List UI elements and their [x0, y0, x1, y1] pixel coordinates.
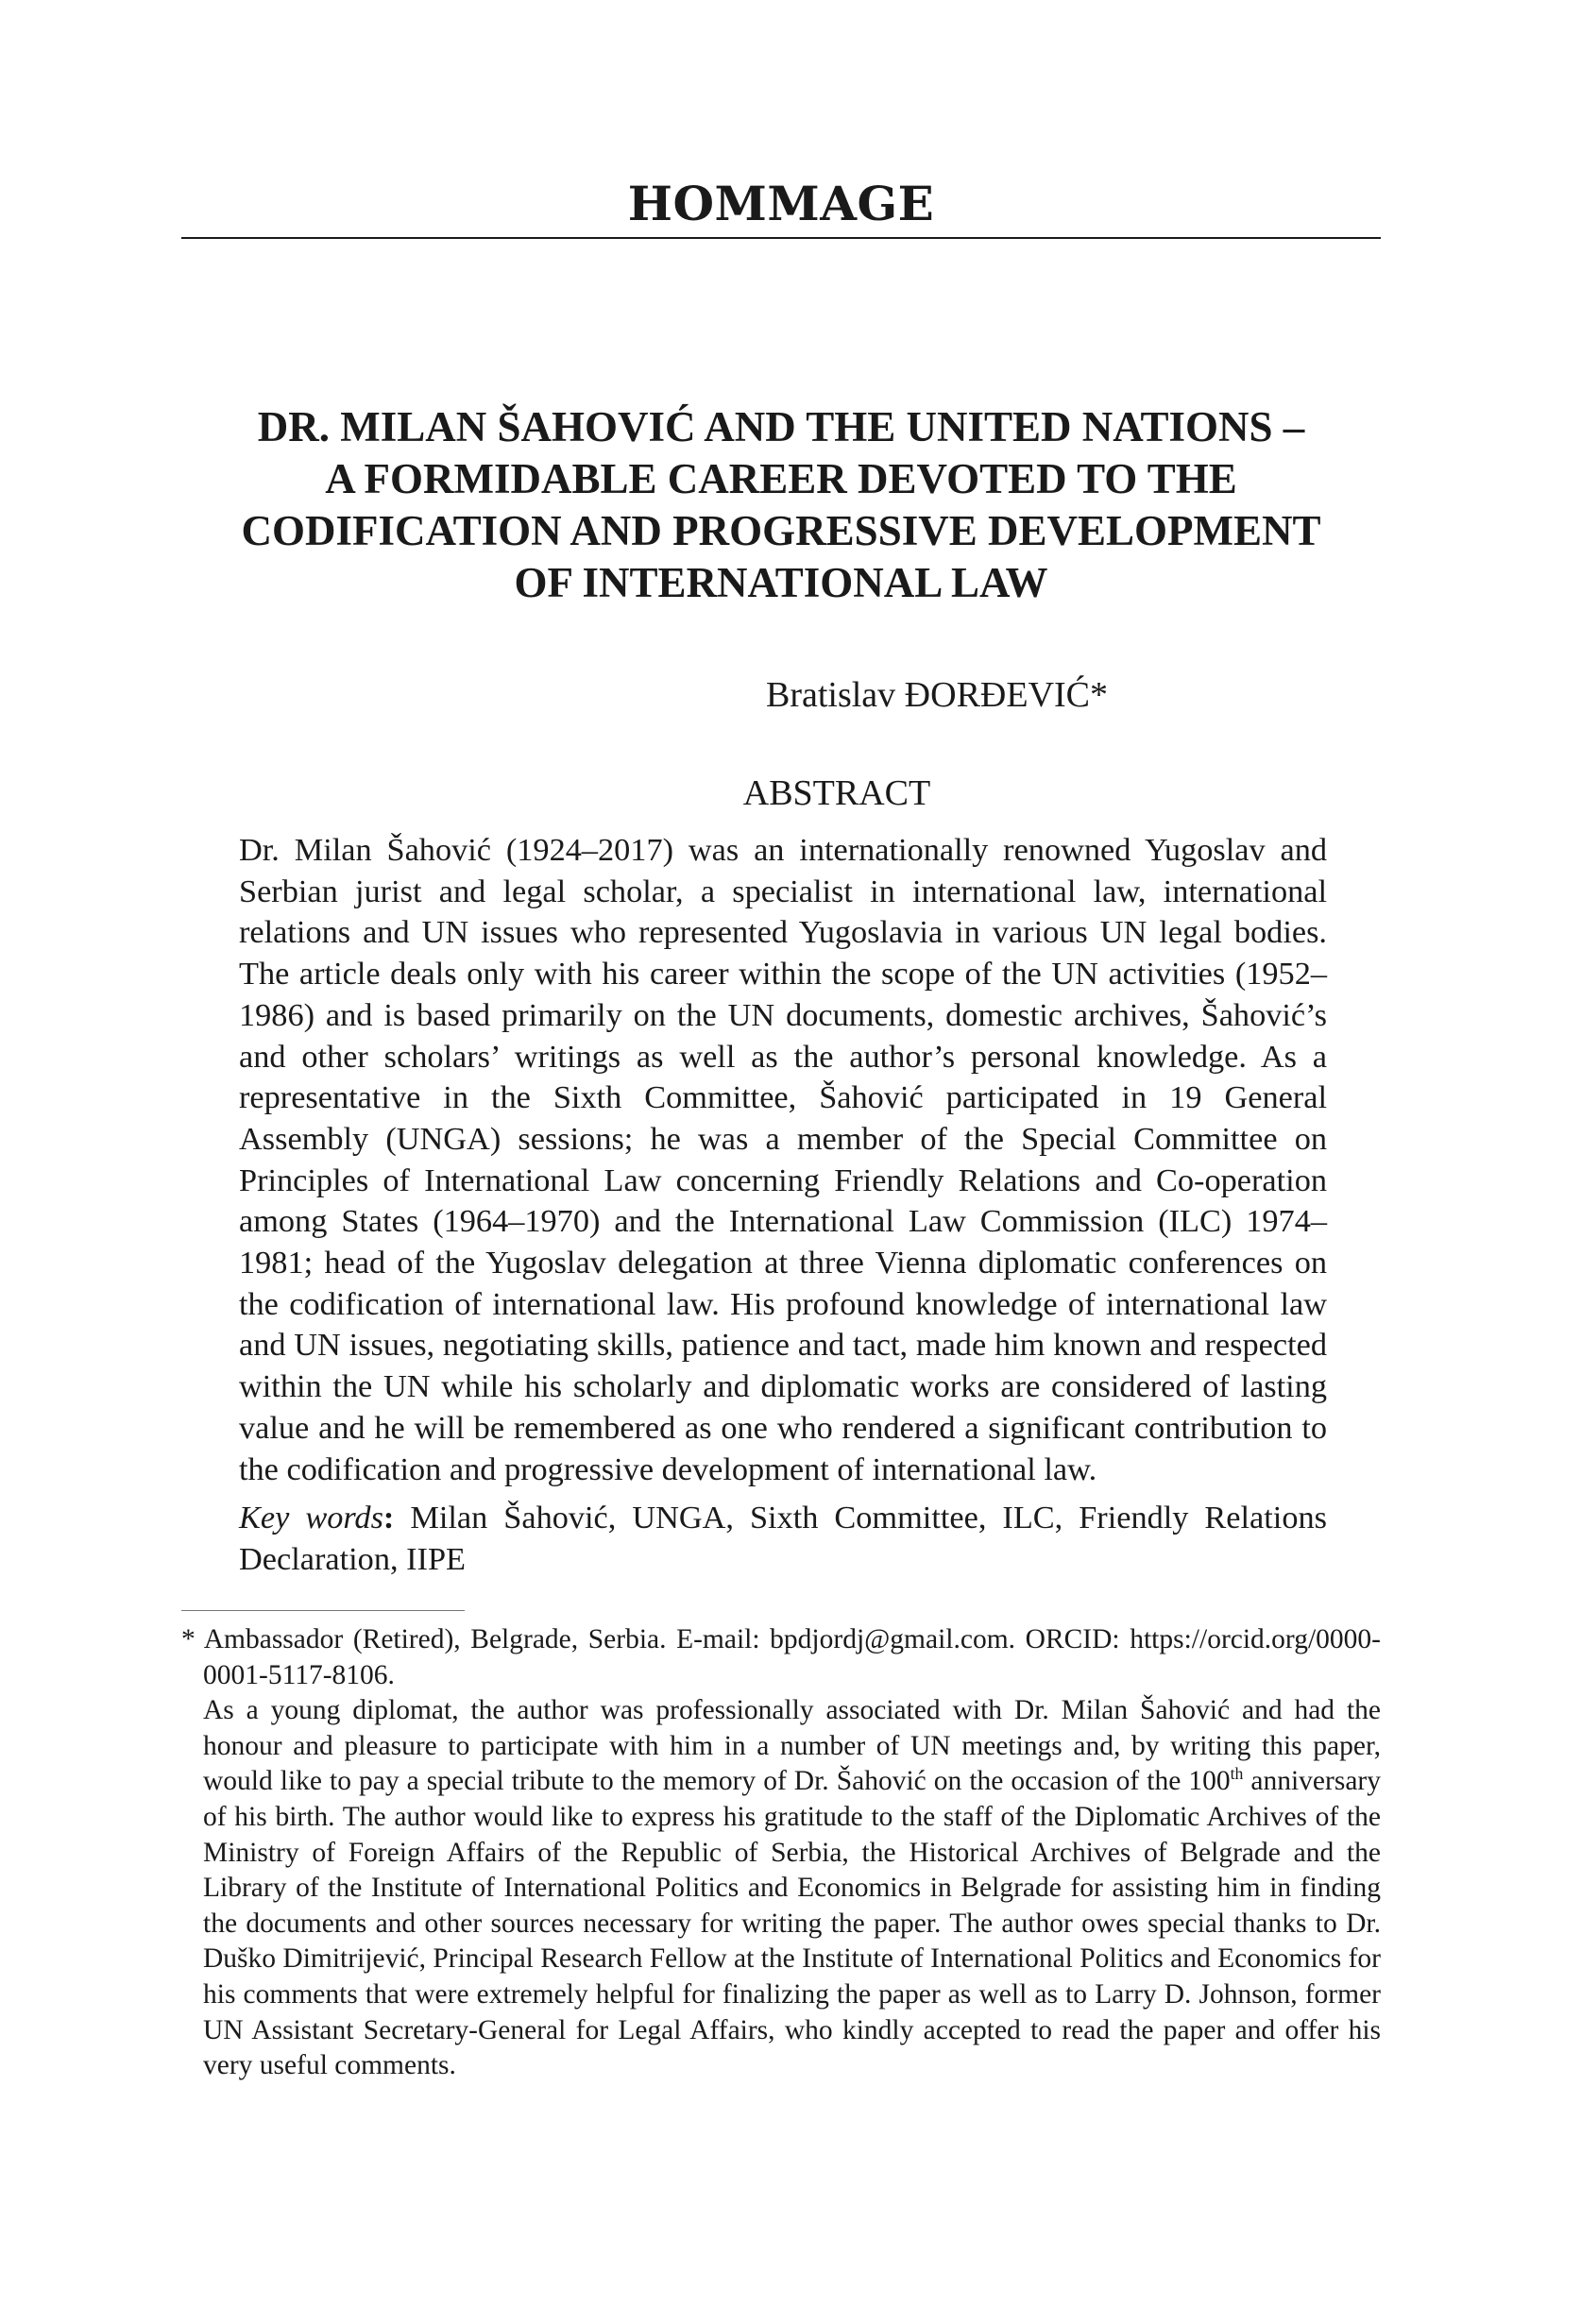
title-line: A FORMIDABLE CAREER DEVOTED TO THE: [325, 455, 1237, 502]
section-heading: HOMMAGE: [627, 176, 935, 231]
abstract-heading: ABSTRACT: [742, 773, 931, 813]
ordinal-suffix: th: [1230, 1764, 1244, 1784]
article-title: [181, 401, 1381, 609]
author-name: Bratislav ĐORĐEVIĆ*: [765, 675, 1109, 715]
footnote-affiliation-text: Ambassador (Retired), Belgrade, Serbia. E-mail: bpdjordj@gmail.com. ORCID: https://orcid.org/0000-0001-5117-8106.: [195, 1624, 1381, 1690]
keywords-label: Key words: [239, 1500, 383, 1535]
footnote-marker: *: [181, 1624, 196, 1654]
keywords-colon: :: [382, 1500, 395, 1535]
keywords-text: Milan Šahović, UNGA, Sixth Committee, ILC, Friendly Relations Declaration, IIPE: [239, 1500, 1327, 1577]
section-heading-rule: [181, 237, 1381, 239]
keywords: [239, 1498, 1327, 1580]
abstract-text: Dr. Milan Šahović (1924–2017) was an internationally renowned Yugoslav and Serbian jurist and legal scholar, a specialist in international law, international relations and UN issues who represented Yugoslavia in various UN legal bodies. The article deals only with his career within the scope of the UN activities (1952–1986) and is based primarily on the UN documents, domestic archives, Šahović’s and other scholars’ writings as well as the author’s personal knowledge. As a representative in the Sixth Committee, Šahović participated in 19 General Assembly (UNGA) sessions; he was a member of the Special Committee on Principles of International Law concerning Friendly Relations and Co-operation among States (1964–1970) and the International Law Commission (ILC) 1974–1981; head of the Yugoslav delegation at three Vienna diplomatic conferences on the codification of international law. His profound knowledge of international law and UN issues, negotiating skills, patience and tact, made him known and respected within the UN while his scholarly and diplomatic works are considered of lasting value and he will be remembered as one who rendered a significant contribution to the codification and progressive development of international law.: [239, 832, 1327, 1487]
footnote-affiliation: [181, 1622, 1381, 1693]
title-line: CODIFICATION AND PROGRESSIVE DEVELOPMENT: [241, 507, 1321, 554]
footnote-acknowledgement-text-a: As a young diplomat, the author was professionally associated with Dr. Milan Šahović and had the honour and pleasure to participate with him in a number of UN meetings and, by writing this paper, would like to pay a special tribute to the memory of Dr. Šahović on the occasion of the 100: [203, 1695, 1381, 1797]
footnote-acknowledgement: [181, 1693, 1381, 2084]
title-line: DR. MILAN ŠAHOVIĆ AND THE UNITED NATIONS –: [257, 403, 1305, 450]
footnote: [181, 1622, 1381, 2084]
footnote-separator: [181, 1610, 465, 1611]
title-line: OF INTERNATIONAL LAW: [514, 559, 1048, 606]
footnote-acknowledgement-text-b: anniversary of his birth. The author would like to express his gratitude to the staff of the Diplomatic Archives of the Ministry of Foreign Affairs of the Republic of Serbia, the Historical Archives of Belgrade and the Library of the Institute of International Politics and Economics in Belgrade for assisting him in finding the documents and other sources necessary for writing the paper. The author owes special thanks to Dr. Duško Dimitrijević, Principal Research Fellow at the Institute of International Politics and Economics for his comments that were extremely helpful for finalizing the paper as well as to Larry D. Johnson, former UN Assistant Secretary-General for Legal Affairs, who kindly accepted to read the paper and offer his very useful comments.: [203, 1766, 1382, 2081]
